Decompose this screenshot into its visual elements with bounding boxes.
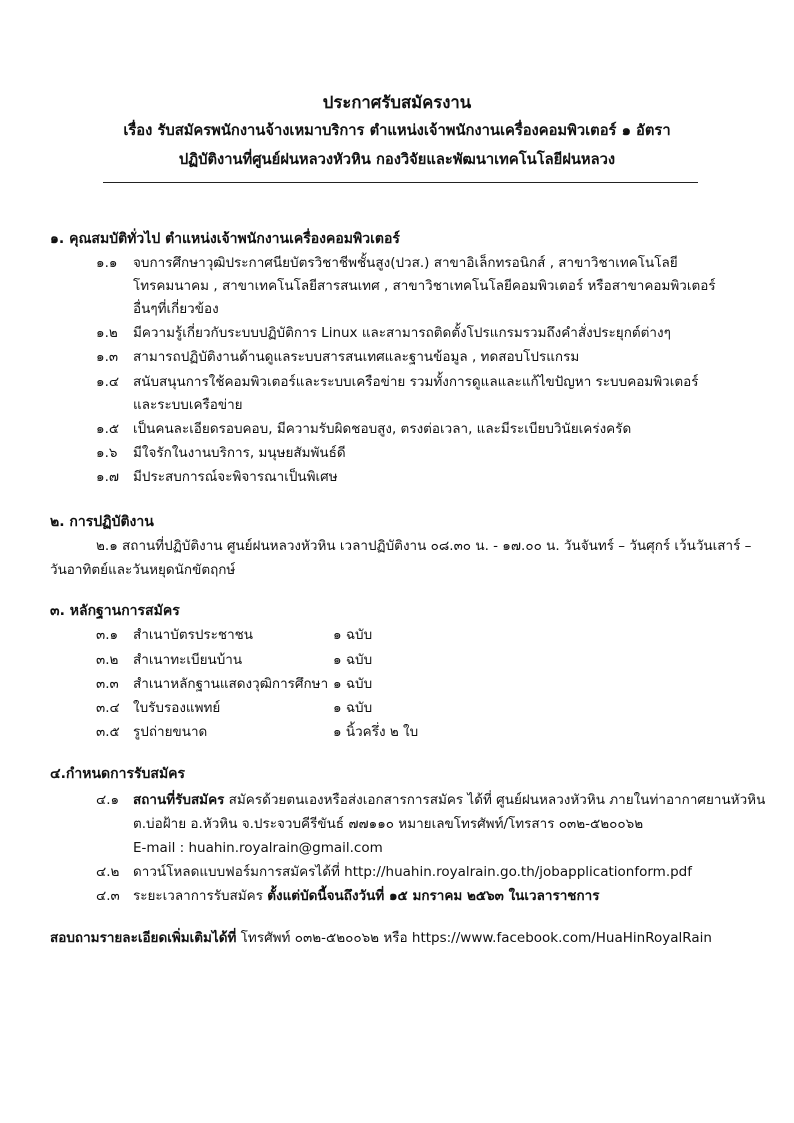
item-text: สนับสนุนการใช้คอมพิวเตอร์และระบบเครือข่าย รวมทั้งการดูแลและแก้ไขปัญหา ระบบคอมพิวเตอร์ (133, 374, 699, 390)
doc-label: สำเนาบัตรประชาชน (133, 627, 254, 643)
application-place (133, 790, 765, 810)
item-text: มีความรู้เกี่ยวกับระบบปฏิบัติการ Linux และสามารถติดตั้งโปรแกรมรวมถึงคำสั่งประยุกต์ต่างๆ (133, 325, 671, 341)
contact-details: โทรศัพท์ ๐๓๒-๕๒๐๐๖๒ หรือ https://www.facebook.com/HuaHinRoyalRain (236, 930, 712, 946)
doc-quantity: ๑ ฉบับ (333, 676, 373, 692)
section2-heading: ๒. การปฏิบัติงาน (50, 514, 154, 530)
item-number: ๑.๖ (96, 445, 118, 461)
item-number: ๑.๗ (96, 469, 120, 485)
doc-quantity: ๑ นิ้วครึ่ง ๒ ใบ (333, 724, 419, 740)
item-number: ๑.๓ (96, 349, 119, 365)
application-deadline: ตั้งแต่บัดนี้จนถึงวันที่ ๑๕ มกราคม ๒๕๖๓ ในเวลาราชการ (267, 888, 600, 904)
doc-label: ใบรับรองแพทย์ (133, 700, 221, 716)
subject-line-1: เรื่อง รับสมัครพนักงานจ้างเหมาบริการ ตำแหน่งเจ้าพนักงานเครื่องคอมพิวเตอร์ ๑ อัตรา (123, 122, 671, 139)
section1-heading: ๑. คุณสมบัติทั่วไป ตำแหน่งเจ้าพนักงานเครื่องคอมพิวเตอร์ (50, 231, 400, 247)
doc-number: ๓.๒ (96, 652, 119, 668)
doc-quantity: ๑ ฉบับ (333, 652, 373, 668)
subject-line-2: ปฏิบัติงานที่ศูนย์ฝนหลวงหัวหิน กองวิจัยและพัฒนาเทคโนโลยีฝนหลวง (178, 151, 616, 168)
work-details-cont: วันอาทิตย์และวันหยุดนักขัตฤกษ์ (50, 562, 236, 578)
schedule-number: ๔.๓ (96, 888, 120, 904)
item-number: ๑.๕ (96, 421, 120, 437)
page-title: ประกาศรับสมัครงาน (322, 92, 472, 112)
doc-label: สำเนาหลักฐานแสดงวุฒิการศึกษา (133, 676, 329, 692)
section4-heading: ๔.กำหนดการรับสมัคร (50, 766, 186, 782)
doc-label: รูปถ่ายขนาด (133, 724, 208, 740)
schedule-number: ๔.๒ (96, 864, 120, 880)
item-number: ๑.๒ (96, 325, 118, 341)
doc-number: ๓.๔ (96, 700, 120, 716)
item-text: มีใจรักในงานบริการ, มนุษยสัมพันธ์ดี (133, 445, 346, 461)
doc-number: ๓.๓ (96, 676, 119, 692)
item-text: โทรคมนาคม , สาขาเทคโนโลยีสารสนเทศ , สาขาวิชาเทคโนโลยีคอมพิวเตอร์ หรือสาขาคอมพิวเตอร์ (133, 278, 716, 294)
item-text: มีประสบการณ์จะพิจารณาเป็นพิเศษ (133, 469, 338, 485)
doc-quantity: ๑ ฉบับ (333, 700, 373, 716)
section3-heading: ๓. หลักฐานการสมัคร (50, 603, 180, 619)
schedule-number: ๔.๑ (96, 792, 120, 808)
item-text: สามารถปฏิบัติงานด้านดูแลระบบสารสนเทศและฐานข้อมูล , ทดสอบโปรแกรม (133, 349, 580, 365)
application-period (133, 886, 599, 906)
email-line: E-mail : huahin.royalrain@gmail.com (133, 840, 383, 856)
item-number: ๑.๑ (96, 255, 118, 271)
header-divider (103, 182, 698, 183)
contact-label: สอบถามรายละเอียดเพิ่มเติมได้ที่ (50, 930, 237, 946)
item-text: และระบบเครือข่าย (133, 397, 243, 413)
item-text: อื่นๆที่เกี่ยวข้อง (133, 301, 219, 317)
doc-number: ๓.๑ (96, 627, 119, 643)
doc-quantity: ๑ ฉบับ (333, 627, 373, 643)
application-period-label: ระยะเวลาการรับสมัคร (133, 888, 268, 904)
application-place-label: สถานที่รับสมัคร (133, 792, 225, 808)
doc-number: ๓.๕ (96, 724, 120, 740)
item-number: ๑.๔ (96, 374, 120, 390)
application-place-text: สมัครด้วยตนเองหรือส่งเอกสารการสมัคร ได้ที่ ศูนย์ฝนหลวงหัวหิน ภายในท่าอากาศยานหัวหิน (224, 792, 766, 808)
item-text: เป็นคนละเอียดรอบคอบ, มีความรับผิดชอบสูง, ตรงต่อเวลา, และมีระเบียบวินัยเคร่งครัด (133, 421, 632, 437)
contact-line (50, 928, 712, 948)
doc-label: สำเนาทะเบียนบ้าน (133, 652, 243, 668)
download-form-line: ดาวน์โหลดแบบฟอร์มการสมัครได้ที่ http://huahin.royalrain.go.th/jobapplicationform.pdf (133, 864, 693, 880)
address-line: ต.บ่อฝ้าย อ.หัวหิน จ.ประจวบคีรีขันธ์ ๗๗๑๑๐ หมายเลขโทรศัพท์/โทรสาร ๐๓๒-๕๒๐๐๖๒ (133, 816, 644, 832)
work-details: ๒.๑ สถานที่ปฏิบัติงาน ศูนย์ฝนหลวงหัวหิน เวลาปฏิบัติงาน ๐๘.๓๐ น. - ๑๗.๐๐ น. วันจันทร์ – วันศุกร์ เว้นวันเสาร์ – (96, 538, 752, 554)
item-text: จบการศึกษาวุฒิประกาศนียบัตรวิชาชีพชั้นสูง(ปวส.) สาขาอิเล็กทรอนิกส์ , สาขาวิชาเทคโนโลยี (133, 255, 678, 271)
